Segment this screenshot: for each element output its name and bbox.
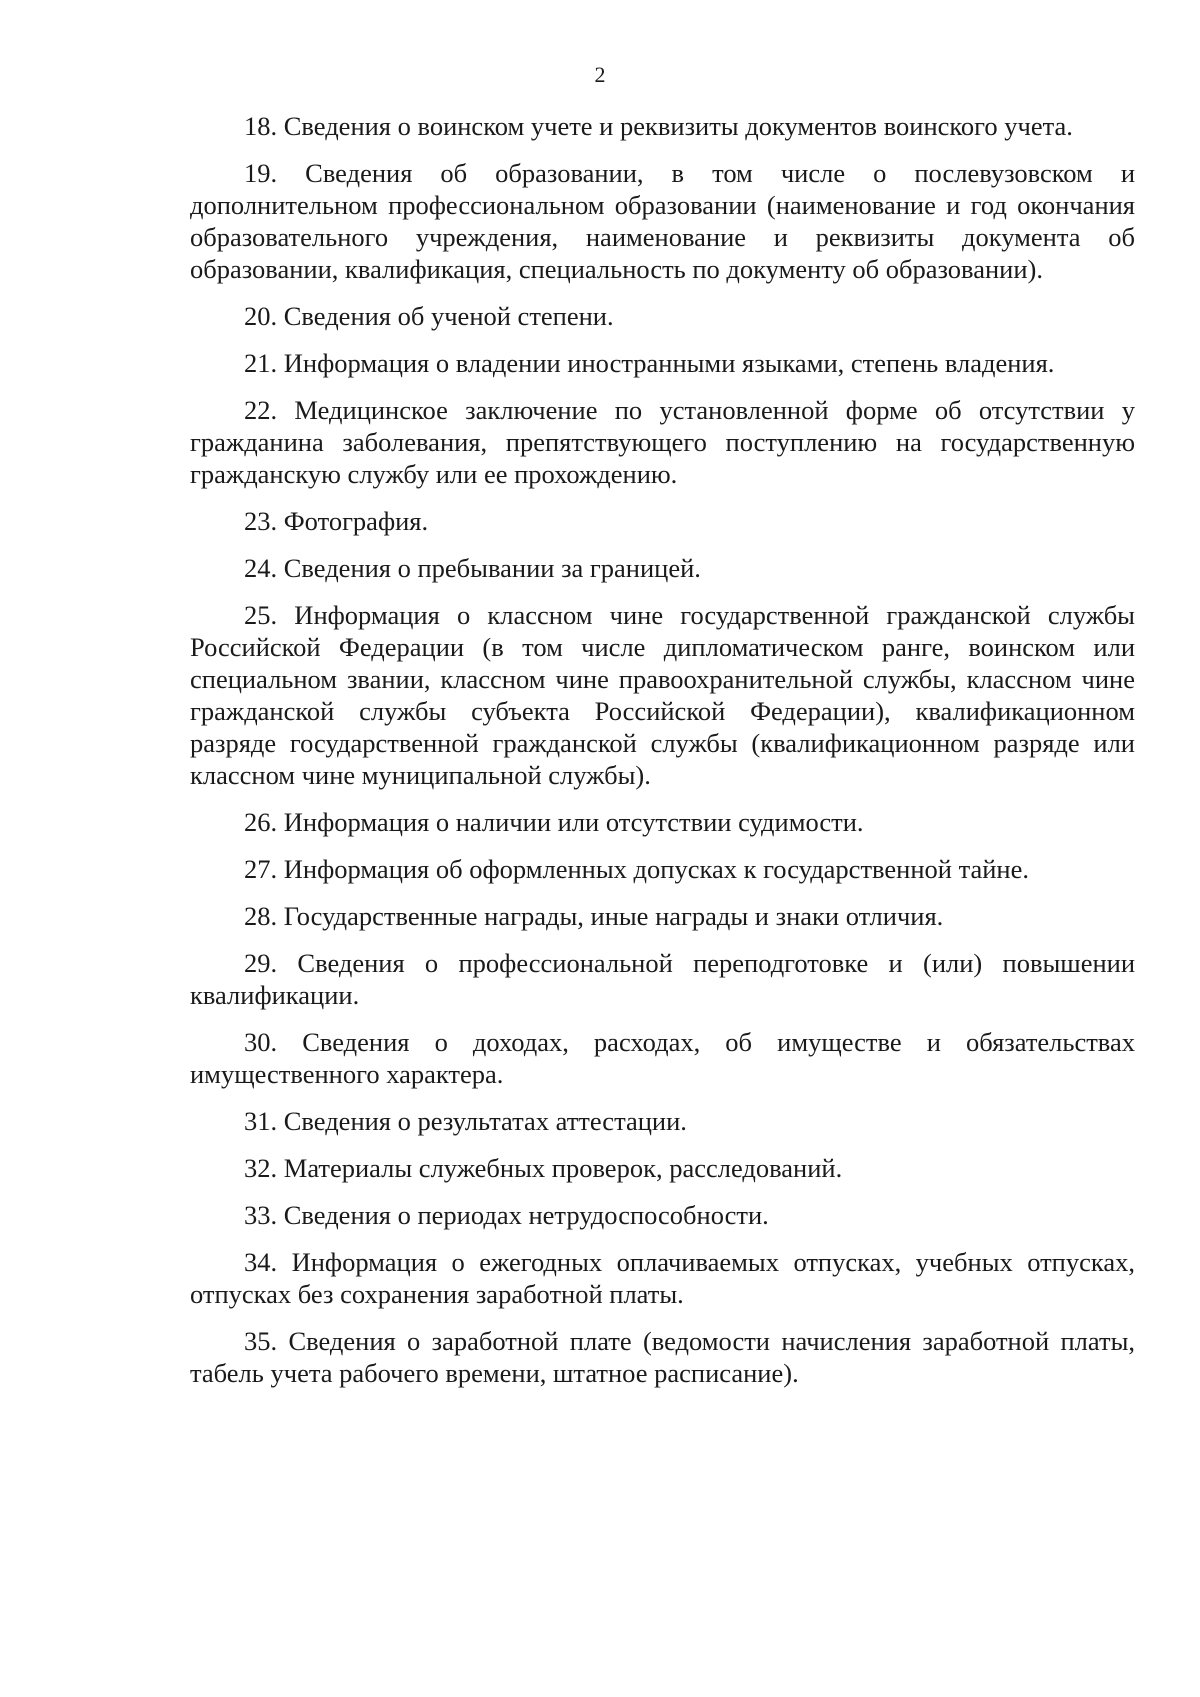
list-item: 24. Сведения о пребывании за границей. xyxy=(244,553,701,583)
list-item: 27. Информация об оформленных допусках к государственной тайне. xyxy=(244,854,1029,884)
list-item: 29. Сведения о профессиональной переподготовке и (или) повышении квалификации. xyxy=(190,948,1135,1010)
list-item: 34. Информация о ежегодных оплачиваемых отпусках, учебных отпусках, отпусках без сохранения заработной платы. xyxy=(190,1247,1135,1309)
list-item: 25. Информация о классном чине государственной гражданской службы Российской Федерации (в том числе дипломатическом ранге, воинском или специальном звании, классном чине правоохранительной службы, классном чине гражданской службы субъекта Российской Федерации), квалификационном разряде государственной гражданской службы (квалификационном разряде или классном чине муниципальной службы). xyxy=(190,600,1135,790)
list-item: 19. Сведения об образовании, в том числе о послевузовском и дополнительном профессиональном образовании (наименование и год окончания образовательного учреждения, наименование и реквизиты документа об образовании, квалификация, специальность по документу об образовании). xyxy=(190,158,1135,284)
list-item: 22. Медицинское заключение по установленной форме об отсутствии у гражданина заболевания, препятствующего поступлению на государственную гражданскую службу или ее прохождению. xyxy=(190,395,1135,489)
list-item: 35. Сведения о заработной плате (ведомости начисления заработной платы, табель учета рабочего времени, штатное расписание). xyxy=(190,1326,1135,1388)
list-item: 18. Сведения о воинском учете и реквизиты документов воинского учета. xyxy=(244,111,1073,141)
document-body xyxy=(190,110,1135,1404)
page-number: 2 xyxy=(594,62,606,87)
list-item: 33. Сведения о периодах нетрудоспособности. xyxy=(244,1200,769,1230)
list-item: 20. Сведения об ученой степени. xyxy=(244,301,614,331)
list-item: 23. Фотография. xyxy=(244,506,429,536)
list-item: 28. Государственные награды, иные награды и знаки отличия. xyxy=(244,901,944,931)
list-item: 30. Сведения о доходах, расходах, об имуществе и обязательствах имущественного характера. xyxy=(190,1027,1135,1089)
list-item: 26. Информация о наличии или отсутствии судимости. xyxy=(244,807,864,837)
list-item: 32. Материалы служебных проверок, расследований. xyxy=(244,1153,843,1183)
list-item: 31. Сведения о результатах аттестации. xyxy=(244,1106,687,1136)
list-item: 21. Информация о владении иностранными языками, степень владения. xyxy=(244,348,1055,378)
